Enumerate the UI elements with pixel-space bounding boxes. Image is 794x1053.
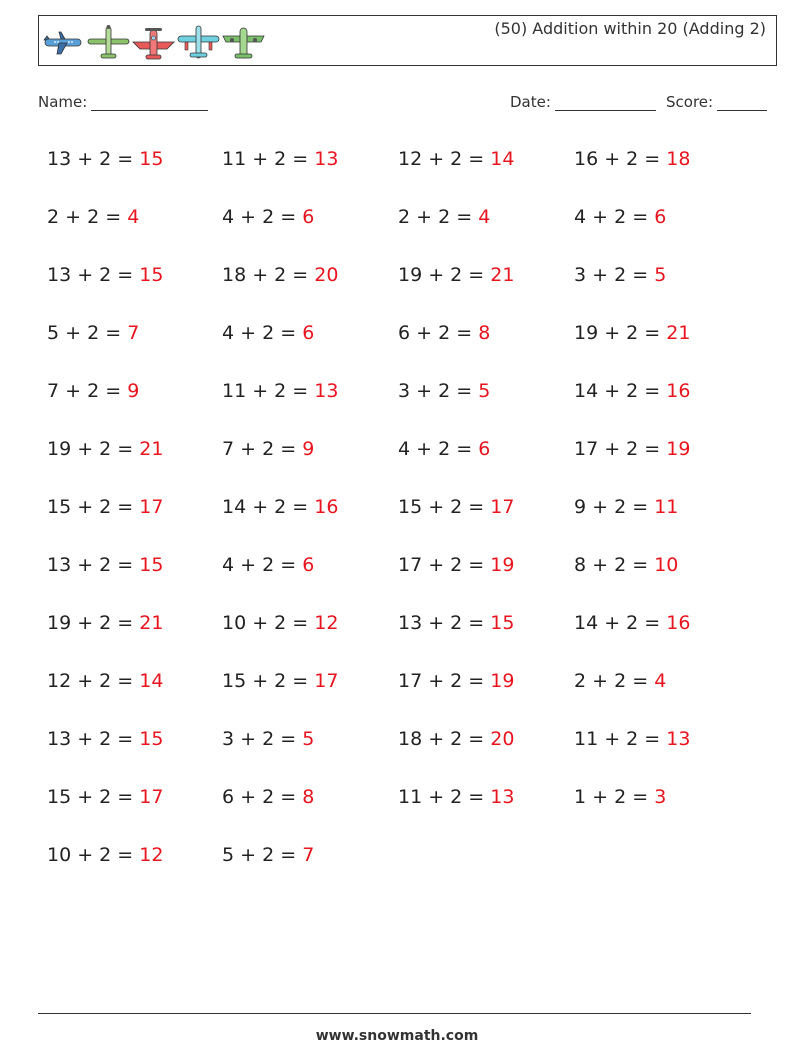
problem-item [574, 264, 666, 286]
problem-answer: 6 [302, 206, 315, 228]
plane-icons [41, 20, 266, 64]
green-plane-icon [86, 22, 131, 62]
problem-item [222, 148, 338, 170]
problem-answer: 13 [490, 786, 515, 808]
footer-url: www.snowmath.com [315, 1028, 479, 1044]
problem-answer: 21 [139, 438, 164, 460]
problem-question: 14 + 2 = [574, 612, 661, 634]
problem-answer: 10 [654, 554, 679, 576]
problem-question: 4 + 2 = [222, 322, 297, 344]
problem-item [398, 786, 514, 808]
problem-answer: 8 [302, 786, 315, 808]
problem-question: 1 + 2 = [574, 786, 649, 808]
footer-divider [38, 1013, 751, 1014]
problem-answer: 17 [490, 496, 515, 518]
problem-item [47, 670, 163, 692]
cyan-plane-icon [176, 22, 221, 62]
score-field [666, 93, 767, 111]
problem-question: 11 + 2 = [222, 380, 309, 402]
problem-answer: 17 [314, 670, 339, 692]
problem-question: 3 + 2 = [574, 264, 649, 286]
problem-answer: 13 [314, 380, 339, 402]
problem-item [47, 844, 163, 866]
problem-answer: 16 [314, 496, 339, 518]
problem-answer: 15 [139, 554, 164, 576]
problem-question: 15 + 2 = [222, 670, 309, 692]
problem-item [398, 206, 490, 228]
problem-answer: 7 [302, 844, 315, 866]
green-bomber-icon [221, 22, 266, 62]
problem-answer: 6 [654, 206, 667, 228]
problem-question: 7 + 2 = [222, 438, 297, 460]
problem-answer: 21 [666, 322, 691, 344]
problem-answer: 15 [139, 728, 164, 750]
problem-answer: 13 [314, 148, 339, 170]
problem-item [222, 206, 314, 228]
problem-answer: 8 [478, 322, 491, 344]
date-label: Date: [510, 93, 551, 111]
problem-question: 11 + 2 = [222, 148, 309, 170]
problem-item [574, 380, 690, 402]
problem-answer: 3 [654, 786, 667, 808]
problem-question: 8 + 2 = [574, 554, 649, 576]
problem-answer: 9 [127, 380, 140, 402]
name-blank[interactable] [91, 93, 208, 111]
airliner-icon [41, 22, 86, 62]
problem-question: 14 + 2 = [574, 380, 661, 402]
problem-question: 11 + 2 = [398, 786, 485, 808]
problem-question: 3 + 2 = [398, 380, 473, 402]
problem-item [398, 728, 514, 750]
problem-item [47, 786, 163, 808]
problem-question: 13 + 2 = [47, 728, 134, 750]
problem-item [574, 670, 666, 692]
problem-item [47, 728, 163, 750]
problem-question: 11 + 2 = [574, 728, 661, 750]
problem-answer: 6 [302, 322, 315, 344]
problem-question: 7 + 2 = [47, 380, 122, 402]
problem-question: 4 + 2 = [222, 554, 297, 576]
problem-item [47, 322, 139, 344]
problem-answer: 17 [139, 786, 164, 808]
problem-item [574, 612, 690, 634]
worksheet-header [38, 15, 777, 66]
problem-answer: 20 [490, 728, 515, 750]
date-field [510, 93, 656, 111]
problem-item [574, 148, 690, 170]
problem-question: 10 + 2 = [222, 612, 309, 634]
problem-item [47, 438, 163, 460]
problem-question: 2 + 2 = [398, 206, 473, 228]
problem-item [398, 496, 514, 518]
problem-question: 15 + 2 = [47, 496, 134, 518]
problem-question: 3 + 2 = [222, 728, 297, 750]
problem-item [222, 438, 314, 460]
problem-answer: 19 [490, 554, 515, 576]
problem-answer: 6 [302, 554, 315, 576]
problem-question: 2 + 2 = [574, 670, 649, 692]
problem-question: 9 + 2 = [574, 496, 649, 518]
problem-question: 15 + 2 = [47, 786, 134, 808]
problem-answer: 4 [654, 670, 667, 692]
problem-question: 18 + 2 = [398, 728, 485, 750]
problem-question: 13 + 2 = [47, 148, 134, 170]
problem-question: 5 + 2 = [47, 322, 122, 344]
problem-question: 13 + 2 = [398, 612, 485, 634]
problem-question: 6 + 2 = [222, 786, 297, 808]
problem-answer: 19 [490, 670, 515, 692]
problem-item [222, 322, 314, 344]
problem-answer: 15 [139, 264, 164, 286]
problem-question: 4 + 2 = [398, 438, 473, 460]
problem-question: 4 + 2 = [574, 206, 649, 228]
problem-answer: 16 [666, 612, 691, 634]
worksheet-title: (50) Addition within 20 (Adding 2) [494, 19, 766, 38]
problem-item [398, 264, 514, 286]
problem-item [222, 728, 314, 750]
problem-answer: 11 [654, 496, 679, 518]
problem-answer: 12 [314, 612, 339, 634]
problem-item [222, 670, 338, 692]
problem-item [222, 844, 314, 866]
problem-answer: 15 [139, 148, 164, 170]
problem-answer: 7 [127, 322, 140, 344]
problem-item [574, 554, 678, 576]
problem-question: 6 + 2 = [398, 322, 473, 344]
problem-answer: 20 [314, 264, 339, 286]
problem-question: 10 + 2 = [47, 844, 134, 866]
problem-answer: 4 [127, 206, 140, 228]
problem-question: 15 + 2 = [398, 496, 485, 518]
problem-question: 13 + 2 = [47, 264, 134, 286]
problem-item [222, 786, 314, 808]
problem-answer: 15 [490, 612, 515, 634]
problem-answer: 12 [139, 844, 164, 866]
problem-item [398, 322, 490, 344]
problem-answer: 5 [478, 380, 491, 402]
problem-item [574, 206, 666, 228]
problem-item [574, 786, 666, 808]
problem-answer: 6 [478, 438, 491, 460]
problem-question: 5 + 2 = [222, 844, 297, 866]
problem-answer: 16 [666, 380, 691, 402]
problem-question: 2 + 2 = [47, 206, 122, 228]
problem-item [574, 728, 690, 750]
problem-answer: 4 [478, 206, 491, 228]
problem-question: 12 + 2 = [47, 670, 134, 692]
problem-answer: 14 [139, 670, 164, 692]
problem-item [47, 496, 163, 518]
problem-question: 18 + 2 = [222, 264, 309, 286]
problem-answer: 14 [490, 148, 515, 170]
problem-answer: 18 [666, 148, 691, 170]
name-field [38, 93, 208, 111]
score-blank[interactable] [717, 93, 767, 111]
problem-item [398, 670, 514, 692]
problem-item [398, 438, 490, 460]
problem-item [47, 148, 163, 170]
problem-item [222, 380, 338, 402]
problem-answer: 13 [666, 728, 691, 750]
problem-item [398, 380, 490, 402]
date-blank[interactable] [555, 93, 656, 111]
score-label: Score: [666, 93, 714, 111]
problem-question: 19 + 2 = [47, 612, 134, 634]
name-label: Name: [38, 93, 88, 111]
problem-item [398, 554, 514, 576]
problem-item [47, 554, 163, 576]
problem-item [222, 264, 338, 286]
problem-answer: 9 [302, 438, 315, 460]
problem-question: 19 + 2 = [574, 322, 661, 344]
problem-answer: 19 [666, 438, 691, 460]
problem-answer: 17 [139, 496, 164, 518]
problem-question: 17 + 2 = [398, 554, 485, 576]
problem-item [574, 438, 690, 460]
problem-answer: 21 [139, 612, 164, 634]
problem-item [222, 612, 338, 634]
problem-question: 19 + 2 = [398, 264, 485, 286]
problem-item [398, 612, 514, 634]
problem-item [47, 380, 139, 402]
problem-answer: 21 [490, 264, 515, 286]
problem-item [222, 554, 314, 576]
problem-answer: 5 [654, 264, 667, 286]
problem-question: 19 + 2 = [47, 438, 134, 460]
problem-item [47, 264, 163, 286]
problem-question: 17 + 2 = [398, 670, 485, 692]
problem-answer: 5 [302, 728, 315, 750]
problem-question: 4 + 2 = [222, 206, 297, 228]
problem-question: 12 + 2 = [398, 148, 485, 170]
problem-question: 17 + 2 = [574, 438, 661, 460]
problem-item [398, 148, 514, 170]
problem-item [47, 206, 139, 228]
red-plane-icon [131, 22, 176, 62]
problem-item [574, 322, 690, 344]
problem-item [574, 496, 678, 518]
problem-item [47, 612, 163, 634]
problem-question: 14 + 2 = [222, 496, 309, 518]
problem-question: 13 + 2 = [47, 554, 134, 576]
problem-question: 16 + 2 = [574, 148, 661, 170]
problem-item [222, 496, 338, 518]
